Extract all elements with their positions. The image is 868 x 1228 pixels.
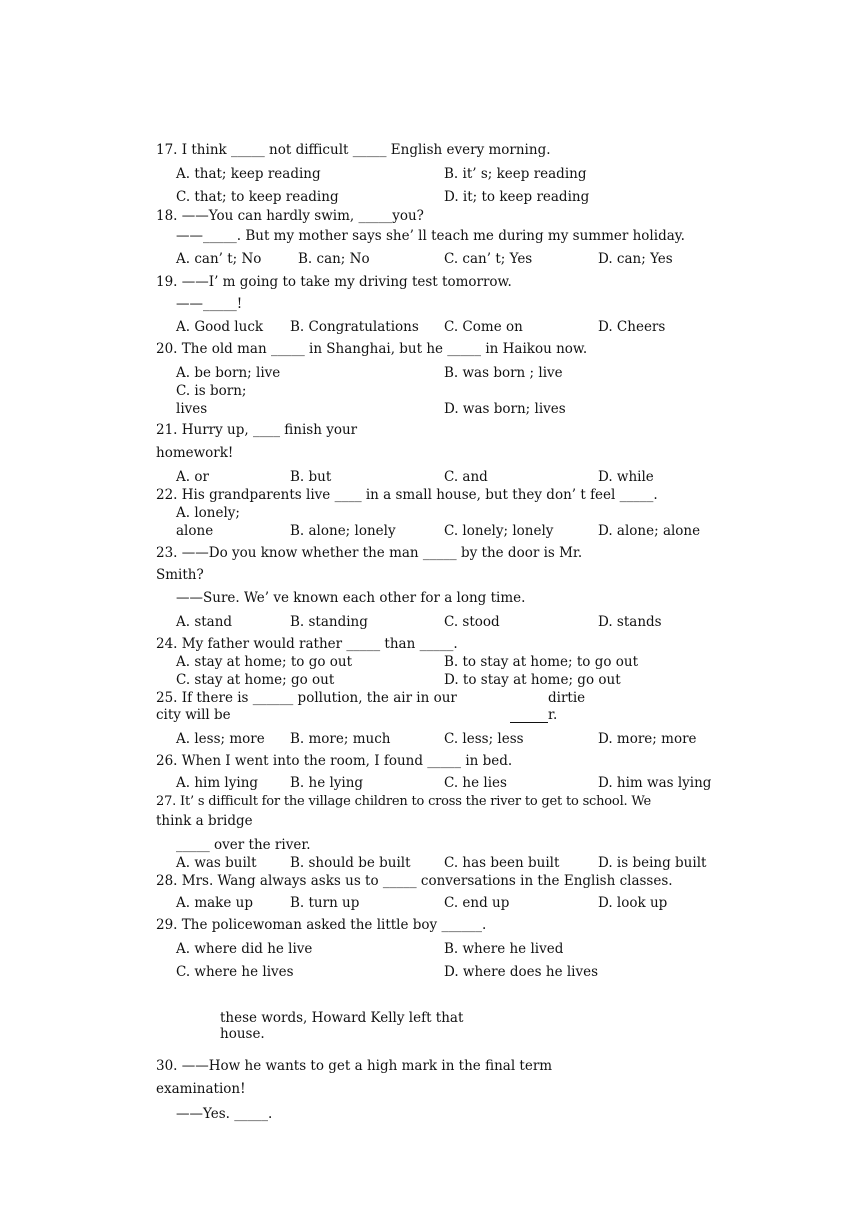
q17-option-c[interactable]: C. that; to keep reading (176, 189, 339, 205)
q22-option-c[interactable]: C. lonely; lonely (444, 523, 554, 539)
q22-option-d[interactable]: D. alone; alone (598, 523, 701, 539)
q18-option-c[interactable]: C. can’ t; Yes (444, 251, 533, 267)
q19-option-d[interactable]: D. Cheers (598, 319, 666, 335)
q27-option-a[interactable]: A. was built (176, 855, 257, 871)
q26-stem: 26. When I went into the room, I found _____ in bed. (156, 753, 513, 769)
q23-option-b[interactable]: B. standing (290, 614, 368, 630)
q17-option-b[interactable]: B. it’ s; keep reading (444, 166, 587, 182)
q20-option-a[interactable]: A. be born; live (176, 365, 281, 381)
q26-option-b[interactable]: B. he lying (290, 775, 364, 791)
q24-stem: 24. My father would rather _____ than _____. (156, 636, 458, 652)
q27-stem-blank: _____ over the river. (176, 837, 311, 853)
q25-option-c[interactable]: C. less; less (444, 731, 524, 747)
q25-blank-line (510, 722, 548, 723)
q22-option-a[interactable]: A. lonely; (176, 505, 240, 521)
q25-stem-fragment: dirtie (548, 690, 586, 706)
q25-option-d[interactable]: D. more; more (598, 731, 697, 747)
q24-option-d[interactable]: D. to stay at home; go out (444, 672, 621, 688)
q27-option-b[interactable]: B. should be built (290, 855, 411, 871)
q22-option-b[interactable]: B. alone; lonely (290, 523, 396, 539)
q28-option-d[interactable]: D. look up (598, 895, 668, 911)
q25-stem-cont: city will be (156, 707, 231, 723)
q17-stem: 17. I think _____ not difficult _____ English every morning. (156, 142, 551, 158)
q26-option-a[interactable]: A. him lying (176, 775, 259, 791)
q20-stem: 20. The old man _____ in Shanghai, but he _____ in Haikou now. (156, 341, 588, 357)
q17-option-a[interactable]: A. that; keep reading (176, 166, 321, 182)
q20-option-b[interactable]: B. was born ; live (444, 365, 563, 381)
q24-option-a[interactable]: A. stay at home; to go out (176, 654, 353, 670)
q29-option-c[interactable]: C. where he lives (176, 964, 294, 980)
q23-reply: ——Sure. We’ ve known each other for a long time. (176, 590, 526, 606)
q28-option-a[interactable]: A. make up (176, 895, 253, 911)
q18-option-b[interactable]: B. can; No (298, 251, 370, 267)
q24-option-b[interactable]: B. to stay at home; to go out (444, 654, 639, 670)
q18-option-d[interactable]: D. can; Yes (598, 251, 673, 267)
q19-option-a[interactable]: A. Good luck (176, 319, 264, 335)
q26-option-c[interactable]: C. he lies (444, 775, 507, 791)
q27-option-c[interactable]: C. has been built (444, 855, 560, 871)
q19-option-c[interactable]: C. Come on (444, 319, 523, 335)
q27-option-d[interactable]: D. is being built (598, 855, 707, 871)
q21-option-a[interactable]: A. or (176, 469, 209, 485)
q21-stem: 21. Hurry up, ____ finish your (156, 422, 358, 438)
q20-option-c-cont: lives (176, 401, 208, 417)
q20-option-c[interactable]: C. is born; (176, 383, 247, 399)
q23-stem: 23. ——Do you know whether the man _____ by the door is Mr. (156, 545, 583, 561)
q19-option-b[interactable]: B. Congratulations (290, 319, 419, 335)
q28-stem: 28. Mrs. Wang always asks us to _____ conversations in the English classes. (156, 873, 673, 889)
text-fragment: these words, Howard Kelly left that (220, 1010, 464, 1026)
q23-stem-cont: Smith? (156, 567, 204, 583)
q29-option-a[interactable]: A. where did he live (176, 941, 313, 957)
q21-stem-cont: homework! (156, 445, 234, 461)
q22-stem: 22. His grandparents live ____ in a small house, but they don’ t feel _____. (156, 487, 658, 503)
q30-stem: 30. ——How he wants to get a high mark in the final term (156, 1058, 553, 1074)
q30-reply: ——Yes. _____. (176, 1106, 273, 1122)
q29-option-b[interactable]: B. where he lived (444, 941, 564, 957)
q21-option-d[interactable]: D. while (598, 469, 654, 485)
q27-stem-cont: think a bridge (156, 813, 253, 829)
q23-option-a[interactable]: A. stand (176, 614, 233, 630)
q27-stem: 27. It’ s difficult for the village children to cross the river to get to school. We (156, 794, 651, 809)
q21-option-c[interactable]: C. and (444, 469, 488, 485)
q18-option-a[interactable]: A. can’ t; No (176, 251, 262, 267)
q28-option-b[interactable]: B. turn up (290, 895, 360, 911)
q19-reply: ——_____! (176, 296, 243, 312)
q25-stem-fragment-cont: r. (548, 707, 558, 723)
q18-stem: 18. ——You can hardly swim, _____you? (156, 208, 424, 224)
q19-stem: 19. ——I’ m going to take my driving test tomorrow. (156, 274, 512, 290)
q28-option-c[interactable]: C. end up (444, 895, 510, 911)
q17-option-d[interactable]: D. it; to keep reading (444, 189, 590, 205)
q21-option-b[interactable]: B. but (290, 469, 332, 485)
q23-option-d[interactable]: D. stands (598, 614, 662, 630)
text-fragment-cont: house. (220, 1026, 265, 1042)
q22-option-a-cont: alone (176, 523, 214, 539)
q29-stem: 29. The policewoman asked the little boy ______. (156, 917, 487, 933)
q29-option-d[interactable]: D. where does he lives (444, 964, 599, 980)
q18-reply: ——_____. But my mother says she’ ll teach me during my summer holiday. (176, 228, 685, 244)
q25-option-a[interactable]: A. less; more (176, 731, 265, 747)
q25-option-b[interactable]: B. more; much (290, 731, 391, 747)
q23-option-c[interactable]: C. stood (444, 614, 500, 630)
q25-stem: 25. If there is ______ pollution, the air in our (156, 690, 457, 706)
q26-option-d[interactable]: D. him was lying (598, 775, 712, 791)
q24-option-c[interactable]: C. stay at home; go out (176, 672, 335, 688)
q20-option-d[interactable]: D. was born; lives (444, 401, 566, 417)
q30-stem-cont: examination! (156, 1081, 246, 1097)
